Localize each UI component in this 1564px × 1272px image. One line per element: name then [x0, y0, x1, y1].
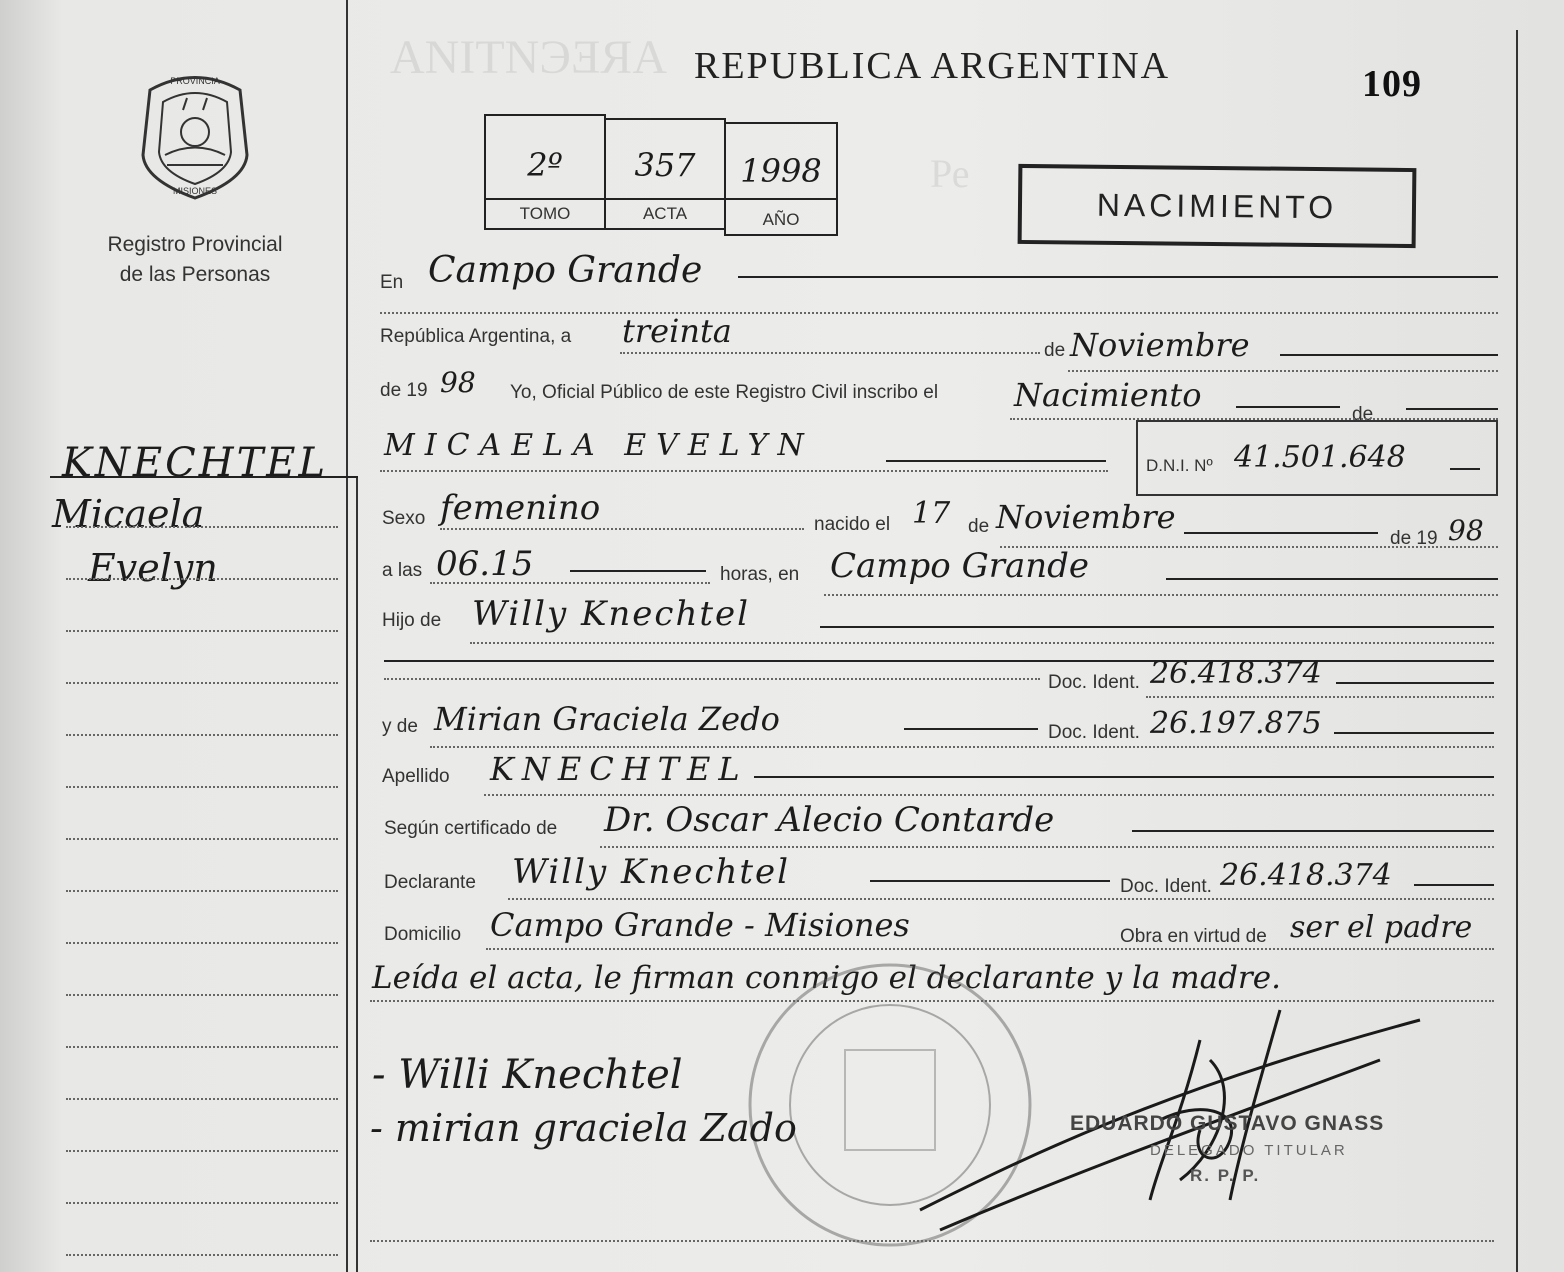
nacido-year-value: 98	[1448, 514, 1484, 547]
segun-dotted	[600, 846, 1494, 848]
segun-line	[1132, 830, 1494, 832]
mother-line	[904, 728, 1038, 730]
mother-doc-label: Doc. Ident.	[1048, 722, 1140, 743]
en-line	[738, 276, 1498, 278]
dni-label: D.N.I. Nº	[1146, 456, 1213, 475]
declarante-doc-label: Doc. Ident.	[1120, 876, 1212, 897]
nacido-label: nacido el	[814, 514, 891, 535]
sexo-dotted	[440, 528, 804, 530]
day-value: treinta	[622, 312, 732, 350]
seal-name-text: MISIONES	[172, 186, 218, 196]
mother-label: y de	[382, 716, 418, 737]
father-doc-dotted	[384, 678, 1040, 680]
republica-label: República Argentina, a	[380, 326, 572, 347]
declarante-doc-line	[1414, 884, 1494, 886]
margin-dotted-2	[66, 578, 338, 580]
de-label-2: de	[1352, 404, 1374, 425]
margin-dotted-6	[66, 786, 338, 788]
hijo-label: Hijo de	[382, 610, 442, 631]
horas-label: horas, en	[720, 564, 800, 585]
alas-dotted	[430, 582, 710, 584]
margin-dotted-14	[66, 1202, 338, 1204]
record-type-label: NACIMIENTO	[1096, 186, 1338, 225]
declarante-value: Willy Knechtel	[512, 852, 791, 892]
father-dotted	[470, 642, 1494, 644]
agency-name	[40, 230, 350, 290]
mother-doc: 26.197.875	[1150, 706, 1322, 741]
nacido-line	[1184, 532, 1378, 534]
misiones-seal-logo	[125, 70, 265, 205]
page-number: 109	[1362, 63, 1422, 105]
father-doc-line	[1336, 682, 1494, 684]
margin-dotted-8	[66, 890, 338, 892]
horas-line	[1166, 578, 1498, 580]
mother-dotted	[430, 746, 1494, 748]
country-title: REPUBLICA ARGENTINA	[694, 45, 1171, 87]
nacido-day: 17	[912, 496, 951, 531]
en-value: Campo Grande	[428, 250, 703, 291]
de-label: de	[1044, 340, 1066, 361]
margin-dotted-13	[66, 1150, 338, 1152]
margin-dotted-15	[66, 1254, 338, 1256]
month-value: Noviembre	[1070, 326, 1250, 364]
domicilio-value: Campo Grande - Misiones	[490, 906, 910, 944]
seal-province-text: PROVINCIA	[170, 76, 220, 86]
yo-label: Yo, Oficial Público de este Registro Civil inscribo el	[510, 382, 939, 403]
bleed-through-text: ANITNЭƎЯA	[390, 31, 667, 84]
nacido-de-label: de	[968, 516, 990, 537]
declarante-line	[870, 880, 1110, 882]
nacido-year-prefix: de 19	[1390, 528, 1438, 549]
official-office: R. P. P.	[1190, 1166, 1261, 1185]
segun-label: Según certificado de	[384, 818, 558, 839]
dni-value: 41.501.648	[1234, 440, 1406, 475]
year-prefix: de 19	[380, 380, 428, 401]
mother-name: Mirian Graciela Zedo	[434, 700, 780, 738]
mother-doc-line	[1334, 732, 1494, 734]
official-title: DELEGADO TITULAR	[1150, 1142, 1348, 1159]
father-line	[820, 626, 1494, 628]
record-type-box	[1018, 164, 1417, 248]
agency-line-2: de las Personas	[119, 263, 271, 286]
anio-label: AÑO	[762, 210, 800, 229]
margin-dotted-3	[66, 630, 338, 632]
apellido-value: KNECHTEL	[490, 750, 748, 788]
inscribe-line	[1236, 406, 1340, 408]
acta-cell	[604, 118, 726, 230]
left-column-rule	[346, 0, 348, 1272]
right-border-rule	[1516, 30, 1518, 1272]
de2-line	[1406, 408, 1498, 410]
inner-column-rule	[356, 476, 358, 1272]
declarante-dotted	[508, 898, 1494, 900]
margin-surname: KNECHTEL	[62, 440, 329, 486]
obra-label: Obra en virtud de	[1120, 926, 1267, 947]
margin-rule	[50, 476, 358, 478]
tomo-value: 2º	[527, 146, 563, 184]
signature-mother: - mirian graciela Zado	[370, 1106, 797, 1150]
apellido-line	[754, 776, 1494, 778]
sexo-label: Sexo	[382, 508, 426, 529]
official-name: EDUARDO GUSTAVO GNASS	[1070, 1112, 1385, 1135]
leida-line: Leída el acta, le firman conmigo el declarante y la madre.	[372, 960, 1281, 996]
margin-dotted-11	[66, 1046, 338, 1048]
alas-line	[570, 570, 706, 572]
margin-dotted-5	[66, 734, 338, 736]
anio-cell	[724, 122, 838, 236]
segun-value: Dr. Oscar Alecio Contarde	[604, 800, 1055, 840]
alas-label: a las	[382, 560, 423, 581]
declarante-doc: 26.418.374	[1220, 858, 1392, 893]
margin-name-2: Evelyn	[88, 546, 218, 590]
child-name-dotted	[380, 470, 1108, 472]
father-doc: 26.418.374	[1150, 656, 1322, 691]
apellido-label: Apellido	[382, 766, 450, 787]
declarante-label: Declarante	[384, 872, 476, 893]
sexo-value: femenino	[440, 488, 601, 528]
year-value: 98	[440, 366, 476, 399]
alas-value: 06.15	[436, 544, 534, 584]
margin-dotted-7	[66, 838, 338, 840]
bleed-through-text-2: Ре	[930, 151, 970, 196]
apellido-dotted	[484, 794, 1494, 796]
father-doc-label: Doc. Ident.	[1048, 672, 1140, 693]
domicilio-label: Domicilio	[384, 924, 462, 945]
record-box-rule	[484, 198, 838, 200]
inscribe-value: Nacimiento	[1014, 376, 1202, 414]
tomo-cell	[484, 114, 606, 230]
nacido-month: Noviembre	[996, 498, 1176, 536]
margin-dotted-1	[66, 526, 338, 528]
father-name: Willy Knechtel	[472, 594, 751, 634]
margin-dotted-12	[66, 1098, 338, 1100]
month-dotted	[1068, 370, 1498, 372]
day-dotted	[620, 352, 1040, 354]
margin-dotted-4	[66, 682, 338, 684]
acta-value: 357	[634, 146, 696, 184]
acta-label: ACTA	[642, 204, 688, 223]
bottom-dotted	[370, 1240, 1494, 1242]
margin-name-1: Micaela	[52, 492, 205, 536]
anio-value: 1998	[740, 152, 822, 190]
tomo-label: TOMO	[519, 204, 571, 223]
dni-line	[1450, 468, 1480, 470]
horas-dotted	[824, 594, 1498, 596]
en-label: En	[380, 272, 404, 293]
horas-place: Campo Grande	[830, 546, 1090, 586]
margin-dotted-9	[66, 942, 338, 944]
father-doc-dotted-2	[1146, 696, 1494, 698]
obra-value: ser el padre	[1290, 910, 1473, 945]
agency-line-1: Registro Provincial	[107, 233, 283, 256]
child-name: MICAELA EVELYN	[384, 428, 814, 463]
father-line-2	[384, 660, 1494, 662]
en-dotted	[380, 312, 1498, 314]
child-name-line	[886, 460, 1106, 462]
margin-dotted-10	[66, 994, 338, 996]
month-line	[1280, 354, 1498, 356]
signature-father: - Willi Knechtel	[372, 1052, 683, 1098]
